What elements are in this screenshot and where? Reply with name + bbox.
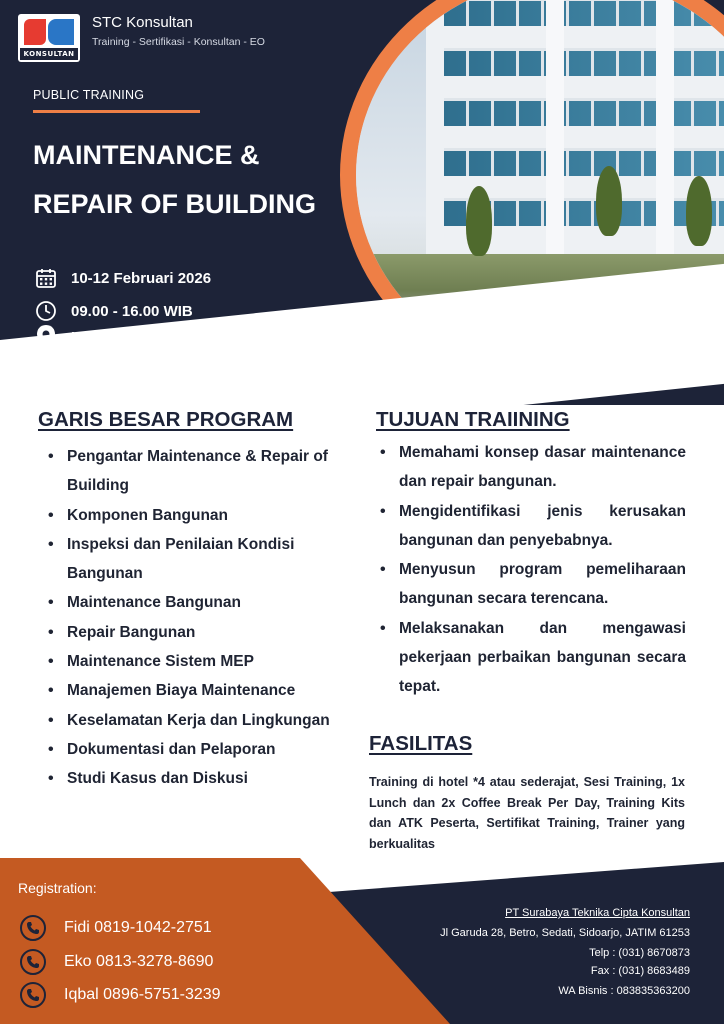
list-item: • Pengantar Maintenance & Repair of Building: [48, 442, 338, 501]
label-underline: [33, 110, 200, 113]
brand-tagline: Training - Sertifikasi - Konsultan - EO: [92, 36, 265, 48]
goals-heading: TUJUAN TRAIINING: [376, 408, 570, 431]
event-time: [33, 298, 193, 324]
company-wa: WA Bisnis : 083835363200: [558, 985, 690, 997]
clock-icon: [33, 298, 59, 324]
list-item: • Melaksanakan dan mengawasi pekerjaan perbaikan bangunan secara tepat.: [380, 614, 686, 702]
phone-icon: [20, 949, 46, 975]
page-title-line1: MAINTENANCE &: [33, 140, 260, 170]
page-title-line2: REPAIR OF BUILDING: [33, 189, 316, 219]
list-item: • Repair Bangunan: [48, 618, 338, 647]
logo-text: KONSULTAN: [20, 48, 78, 60]
event-time-text: 09.00 - 16.00 WIB: [71, 302, 193, 320]
facilities-heading: FASILITAS: [369, 732, 473, 755]
goals-list: [380, 438, 686, 702]
contact-item[interactable]: [20, 915, 212, 941]
list-item: • Manajemen Biaya Maintenance: [48, 676, 338, 705]
list-item: • Keselamatan Kerja dan Lingkungan: [48, 706, 338, 735]
contact-text: Fidi 0819-1042-2751: [64, 919, 212, 936]
registration-label: Registration:: [18, 880, 97, 896]
event-date-text: 10-12 Februari 2026: [71, 269, 212, 287]
company-telp: Telp : (031) 8670873: [589, 947, 690, 959]
facilities-text: Training di hotel *4 atau sederajat, Sesi Training, 1x Lunch dan 2x Coffee Break Per Day, Training Kits dan ATK Peserta, Sertifikat Training, Trainer yang berkualitas: [369, 775, 685, 851]
event-date: [33, 265, 211, 291]
list-item: • Maintenance Sistem MEP: [48, 647, 338, 676]
phone-icon: [20, 982, 46, 1008]
calendar-icon: [33, 265, 59, 291]
company-name: PT Surabaya Teknika Cipta Konsultan: [505, 907, 690, 919]
company-fax: Fax : (031) 8683489: [590, 965, 690, 977]
phone-icon: [20, 915, 46, 941]
list-item: • Mengidentifikasi jenis kerusakan bangunan dan penyebabnya.: [380, 497, 686, 556]
list-item: • Studi Kasus dan Diskusi: [48, 764, 338, 793]
program-list: [48, 442, 338, 794]
brand-name: STC Konsultan: [92, 14, 193, 31]
program-heading: GARIS BESAR PROGRAM: [38, 408, 294, 431]
list-item: • Komponen Bangunan: [48, 501, 338, 530]
contact-text: Eko 0813-3278-8690: [64, 953, 214, 970]
list-item: • Menyusun program pemeliharaan bangunan secara terencana.: [380, 555, 686, 614]
contact-item[interactable]: [20, 982, 221, 1008]
list-item: • Memahami konsep dasar maintenance dan repair bangunan.: [380, 438, 686, 497]
event-type-label: PUBLIC TRAINING: [33, 88, 145, 102]
company-address: Jl Garuda 28, Betro, Sedati, Sidoarjo, JATIM 61253: [440, 927, 690, 939]
list-item: • Dokumentasi dan Pelaporan: [48, 735, 338, 764]
contact-text: Iqbal 0896-5751-3239: [64, 986, 221, 1003]
list-item: • Maintenance Bangunan: [48, 588, 338, 617]
list-item: • Inspeksi dan Penilaian Kondisi Bangunan: [48, 530, 338, 589]
contact-item[interactable]: [20, 949, 213, 975]
company-logo: [18, 14, 80, 62]
